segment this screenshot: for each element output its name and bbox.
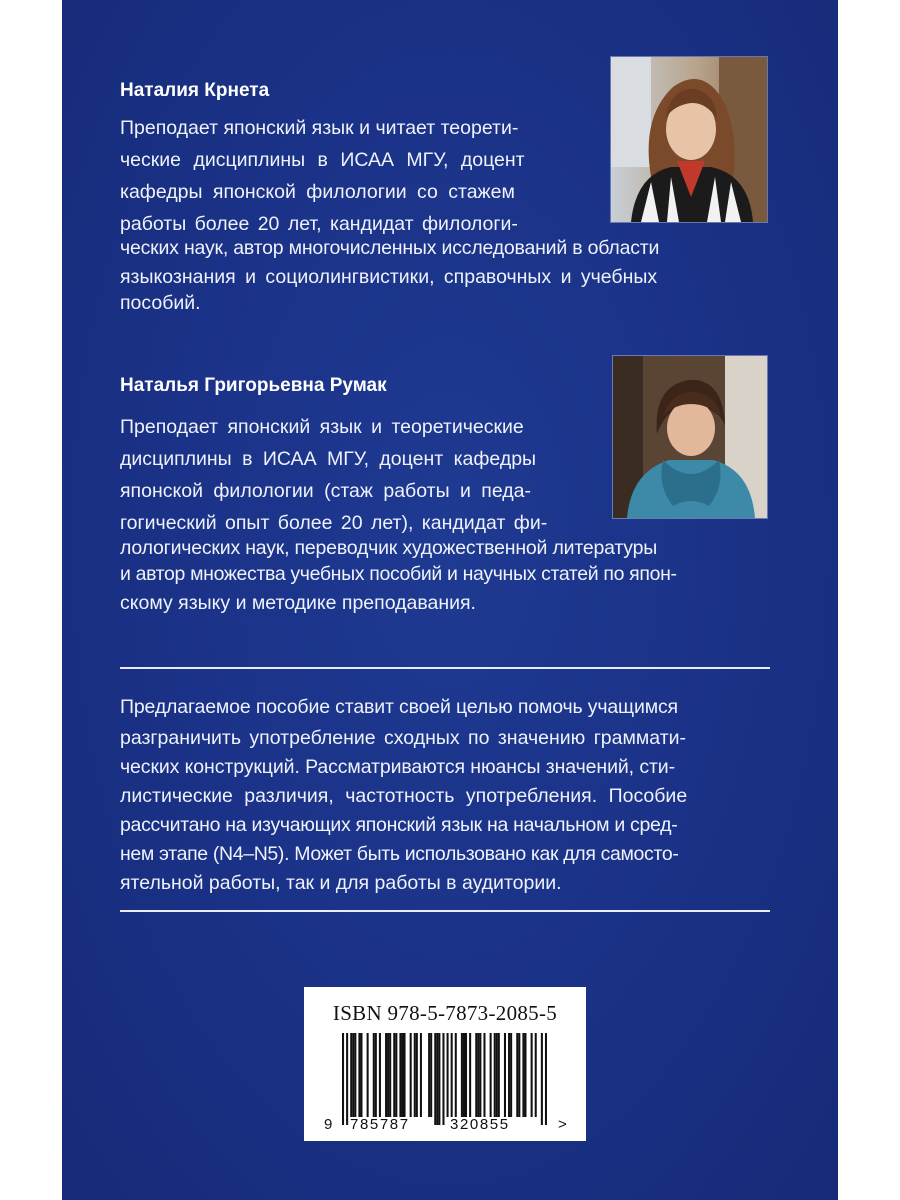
author1-bio-line-5: ческих наук, автор многочисленных исследований в области xyxy=(120,237,660,259)
author-photo-rumak xyxy=(612,355,768,519)
barcode-bar xyxy=(541,1033,543,1125)
isbn-left-digits: 785787 xyxy=(350,1116,410,1133)
barcode-bar xyxy=(510,1033,512,1117)
barcode-bar xyxy=(404,1033,406,1117)
barcode-bar xyxy=(416,1033,418,1117)
author2-bio-line-2: дисциплины в ИСАА МГУ, доцент кафедры xyxy=(120,448,537,470)
barcode-bar xyxy=(352,1033,354,1117)
bio-text: Преподает японский язык и читает теорети- xyxy=(120,117,519,139)
barcode-bar xyxy=(367,1033,369,1117)
barcode-bar xyxy=(483,1033,485,1117)
barcode-bar xyxy=(350,1033,352,1117)
author1-bio-line-4: работы более 20 лет, кандидат филологи- xyxy=(120,213,518,235)
description-line-1: Предлагаемое пособие ставит своей целью помочь учащимся xyxy=(120,696,678,718)
isbn-right-digits: 320855 xyxy=(450,1116,510,1133)
barcode-bar xyxy=(342,1033,344,1125)
author2-bio-line-7: скому языку и методике преподавания. xyxy=(120,592,476,614)
barcode-bar xyxy=(475,1033,477,1117)
barcode-bar xyxy=(346,1033,348,1125)
barcode-bar xyxy=(385,1033,387,1117)
barcode-bar xyxy=(387,1033,389,1117)
barcode-bar xyxy=(354,1033,356,1117)
divider-top xyxy=(120,667,770,669)
description-line-5: рассчитано на изучающих японский язык на начальном и сред- xyxy=(120,814,678,836)
barcode-bar xyxy=(358,1033,360,1117)
barcode-bar xyxy=(463,1033,465,1117)
barcode-bar xyxy=(393,1033,395,1117)
author1-bio-line-2: ческие дисциплины в ИСАА МГУ, доцент xyxy=(120,149,525,171)
divider-bottom xyxy=(120,910,770,912)
isbn-quiet-mark: > xyxy=(558,1116,569,1133)
barcode-bar xyxy=(428,1033,430,1117)
barcode-bar xyxy=(508,1033,510,1117)
author-photo-krneta xyxy=(610,56,768,223)
barcode-bar xyxy=(479,1033,481,1117)
author-name-krneta: Наталия Крнета xyxy=(120,80,270,101)
barcode-image xyxy=(304,987,586,1141)
back-cover xyxy=(62,0,838,1200)
isbn-lead-digit: 9 xyxy=(324,1116,334,1133)
barcode-bar xyxy=(522,1033,524,1117)
barcode-bar xyxy=(410,1033,412,1117)
barcode-bar xyxy=(504,1033,506,1117)
author-name-rumak: Наталья Григорьевна Румак xyxy=(120,375,387,396)
barcode-bar xyxy=(420,1033,422,1117)
author2-bio-line-3: японской филологии (стаж работы и педа- xyxy=(120,480,532,502)
barcode-bar xyxy=(545,1033,547,1125)
barcode-bar xyxy=(373,1033,375,1117)
barcode-bar xyxy=(436,1033,438,1125)
barcode-bar xyxy=(399,1033,401,1117)
barcode-bar xyxy=(465,1033,467,1117)
barcode-bar xyxy=(524,1033,526,1117)
isbn-barcode-block xyxy=(304,987,586,1141)
author1-bio-line-7: пособий. xyxy=(120,292,201,314)
barcode-bar xyxy=(434,1033,436,1125)
barcode-bar xyxy=(360,1033,362,1117)
barcode-bar xyxy=(490,1033,492,1117)
author1-bio-line-3: кафедры японской филологии со стажем xyxy=(120,181,515,203)
barcode-bar xyxy=(496,1033,498,1117)
barcode-bar xyxy=(389,1033,391,1117)
barcode-bar xyxy=(401,1033,403,1117)
description-line-4: листические различия, частотность употребления. Пособие xyxy=(120,785,688,807)
author2-bio-line-4: гогический опыт более 20 лет), кандидат фи- xyxy=(120,512,548,534)
barcode-bar xyxy=(395,1033,397,1117)
description-line-7: ятельной работы, так и для работы в аудитории. xyxy=(120,872,562,894)
barcode-bar xyxy=(442,1033,444,1125)
isbn-label: ISBN 978-5-7873-2085-5 xyxy=(332,1001,558,1025)
author2-bio-line-1: Преподает японский язык и теоретические xyxy=(120,416,524,438)
author1-bio-line-1 xyxy=(120,115,582,141)
barcode-bar xyxy=(455,1033,457,1117)
author1-bio-line-6: языкознания и социолингвистики, справочных и учебных xyxy=(120,266,658,288)
description-line-2: разграничить употребление сходных по значению граммати- xyxy=(120,727,687,749)
barcode-bar xyxy=(531,1033,533,1117)
barcode-bar xyxy=(379,1033,381,1117)
barcode-bar xyxy=(430,1033,432,1117)
barcode-bar xyxy=(518,1033,520,1117)
barcode-bar xyxy=(498,1033,500,1117)
barcode-bar xyxy=(451,1033,453,1117)
description-line-3: ческих конструкций. Рассматриваются нюансы значений, сти- xyxy=(120,756,675,778)
portrait-krneta-image xyxy=(611,57,767,222)
barcode-bar xyxy=(516,1033,518,1117)
barcode-bar xyxy=(438,1033,440,1125)
description-line-6: нем этапе (N4–N5). Может быть использовано как для самосто- xyxy=(120,843,679,865)
barcode-bar xyxy=(414,1033,416,1117)
barcode-bar xyxy=(535,1033,537,1117)
barcode-bar xyxy=(469,1033,471,1117)
author2-bio-line-6: и автор множества учебных пособий и научных статей по япон- xyxy=(120,563,677,585)
barcode-bar xyxy=(447,1033,449,1117)
barcode-bar xyxy=(494,1033,496,1117)
barcode-bar xyxy=(375,1033,377,1117)
barcode-bar xyxy=(461,1033,463,1117)
portrait-rumak-image xyxy=(613,356,767,518)
author2-bio-line-5: лологических наук, переводчик художественной литературы xyxy=(120,537,658,559)
barcode-bar xyxy=(477,1033,479,1117)
